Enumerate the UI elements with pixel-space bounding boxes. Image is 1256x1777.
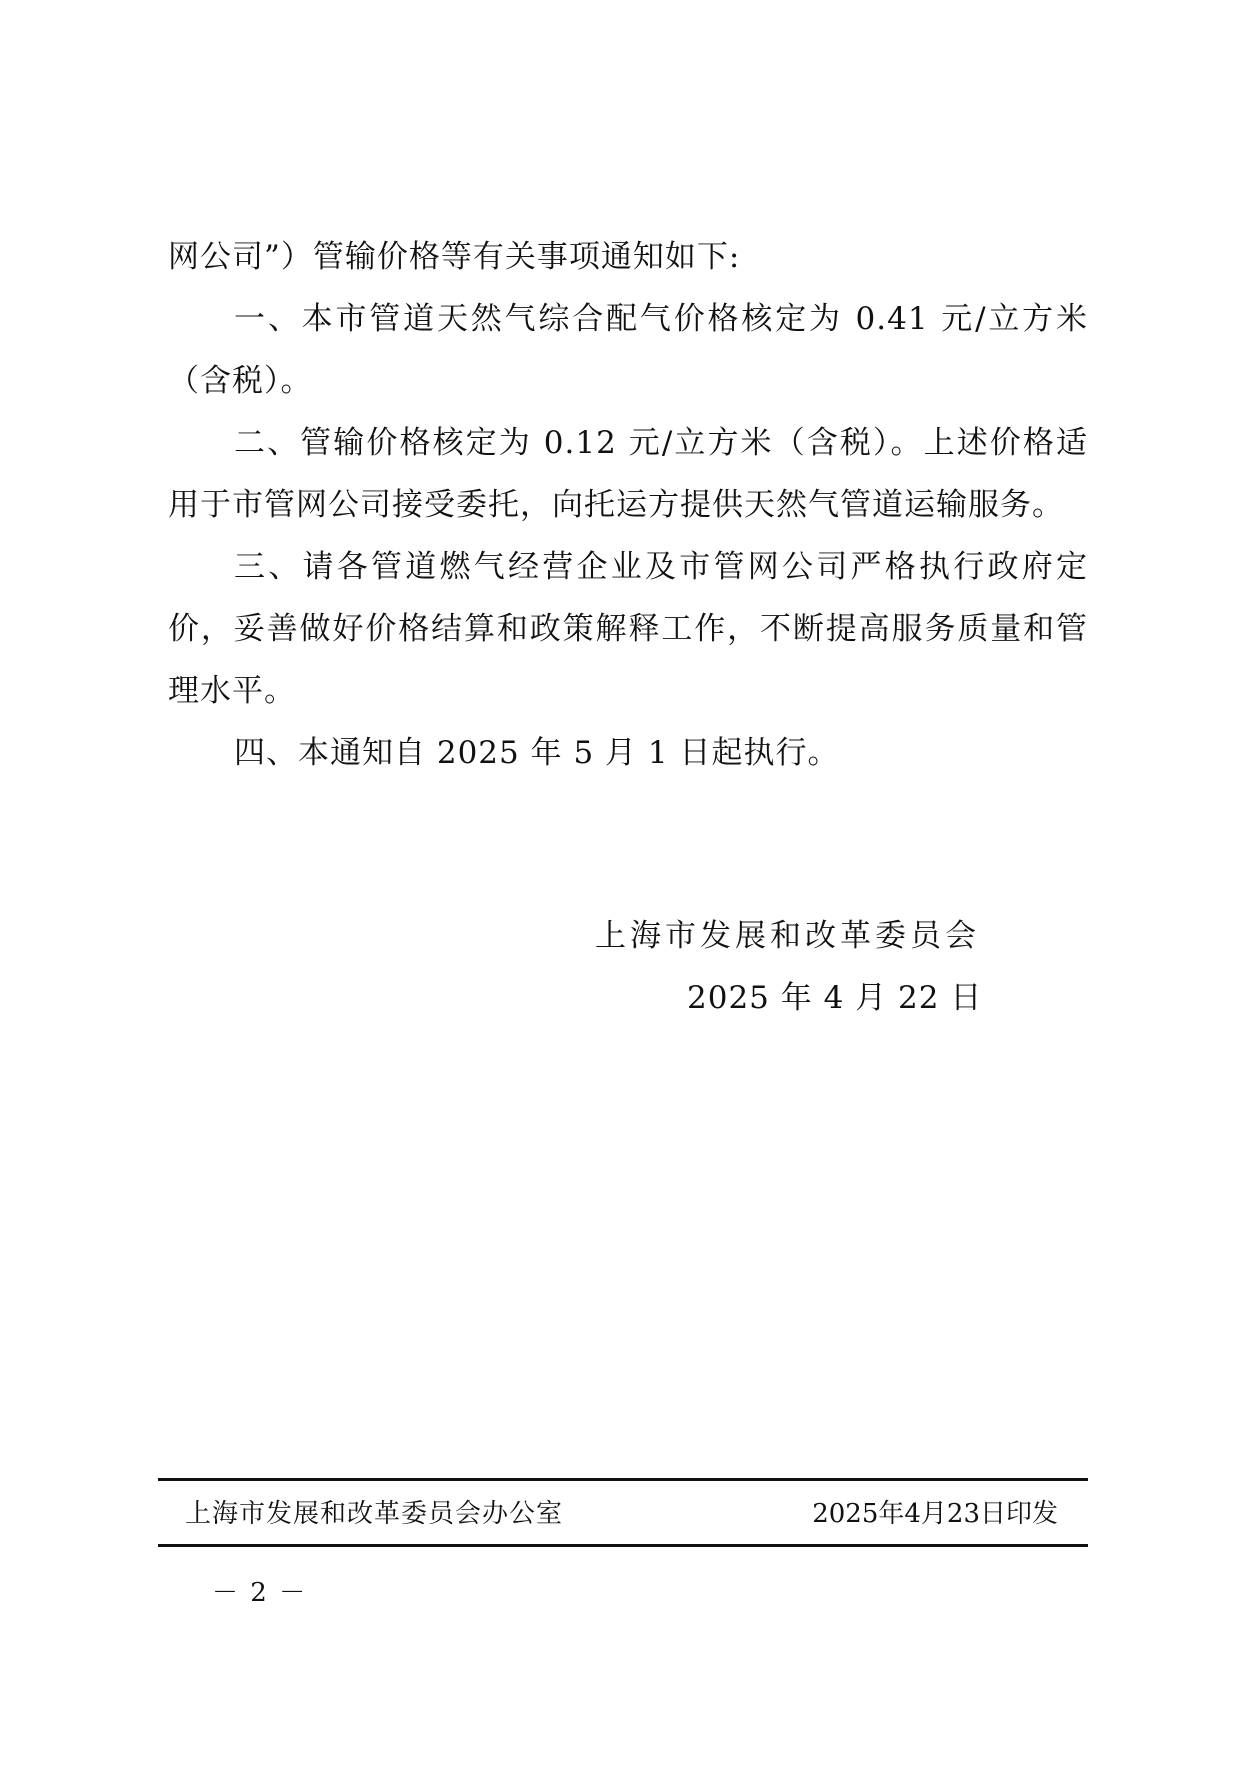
paragraph-item-3: 三、请各管道燃气经营企业及市管网公司严格执行政府定价，妥善做好价格结算和政策解释工作，不断提高服务质量和管理水平。 — [168, 549, 1088, 709]
footer-issuing-office: 上海市发展和改革委员会办公室 — [185, 1499, 564, 1529]
footer-bottom-rule — [158, 1544, 1088, 1547]
signature-organization: 上海市发展和改革委员会 — [595, 918, 980, 954]
notice-body — [168, 226, 1088, 784]
signature-block — [595, 905, 1035, 1029]
paragraph-intro-continuation: 网公司”）管输价格等有关事项通知如下: — [168, 239, 741, 275]
paragraph-item-2: 二、管输价格核定为 0.12 元/立方米（含税）。上述价格适用于市管网公司接受委托，向托运方提供天然气管道运输服务。 — [168, 425, 1088, 523]
paragraph-item-1: 一、本市管道天然气综合配气价格核定为 0.41 元/立方米（含税）。 — [168, 301, 1088, 399]
signature-date: 2025 年 4 月 22 日 — [687, 980, 983, 1016]
footer-issue-date: 2025年4月23日印发 — [812, 1499, 1058, 1529]
page-number: － 2 － — [212, 1578, 308, 1608]
footer-top-rule — [158, 1478, 1088, 1481]
paragraph-item-4: 四、本通知自 2025 年 5 月 1 日起执行。 — [234, 735, 840, 771]
